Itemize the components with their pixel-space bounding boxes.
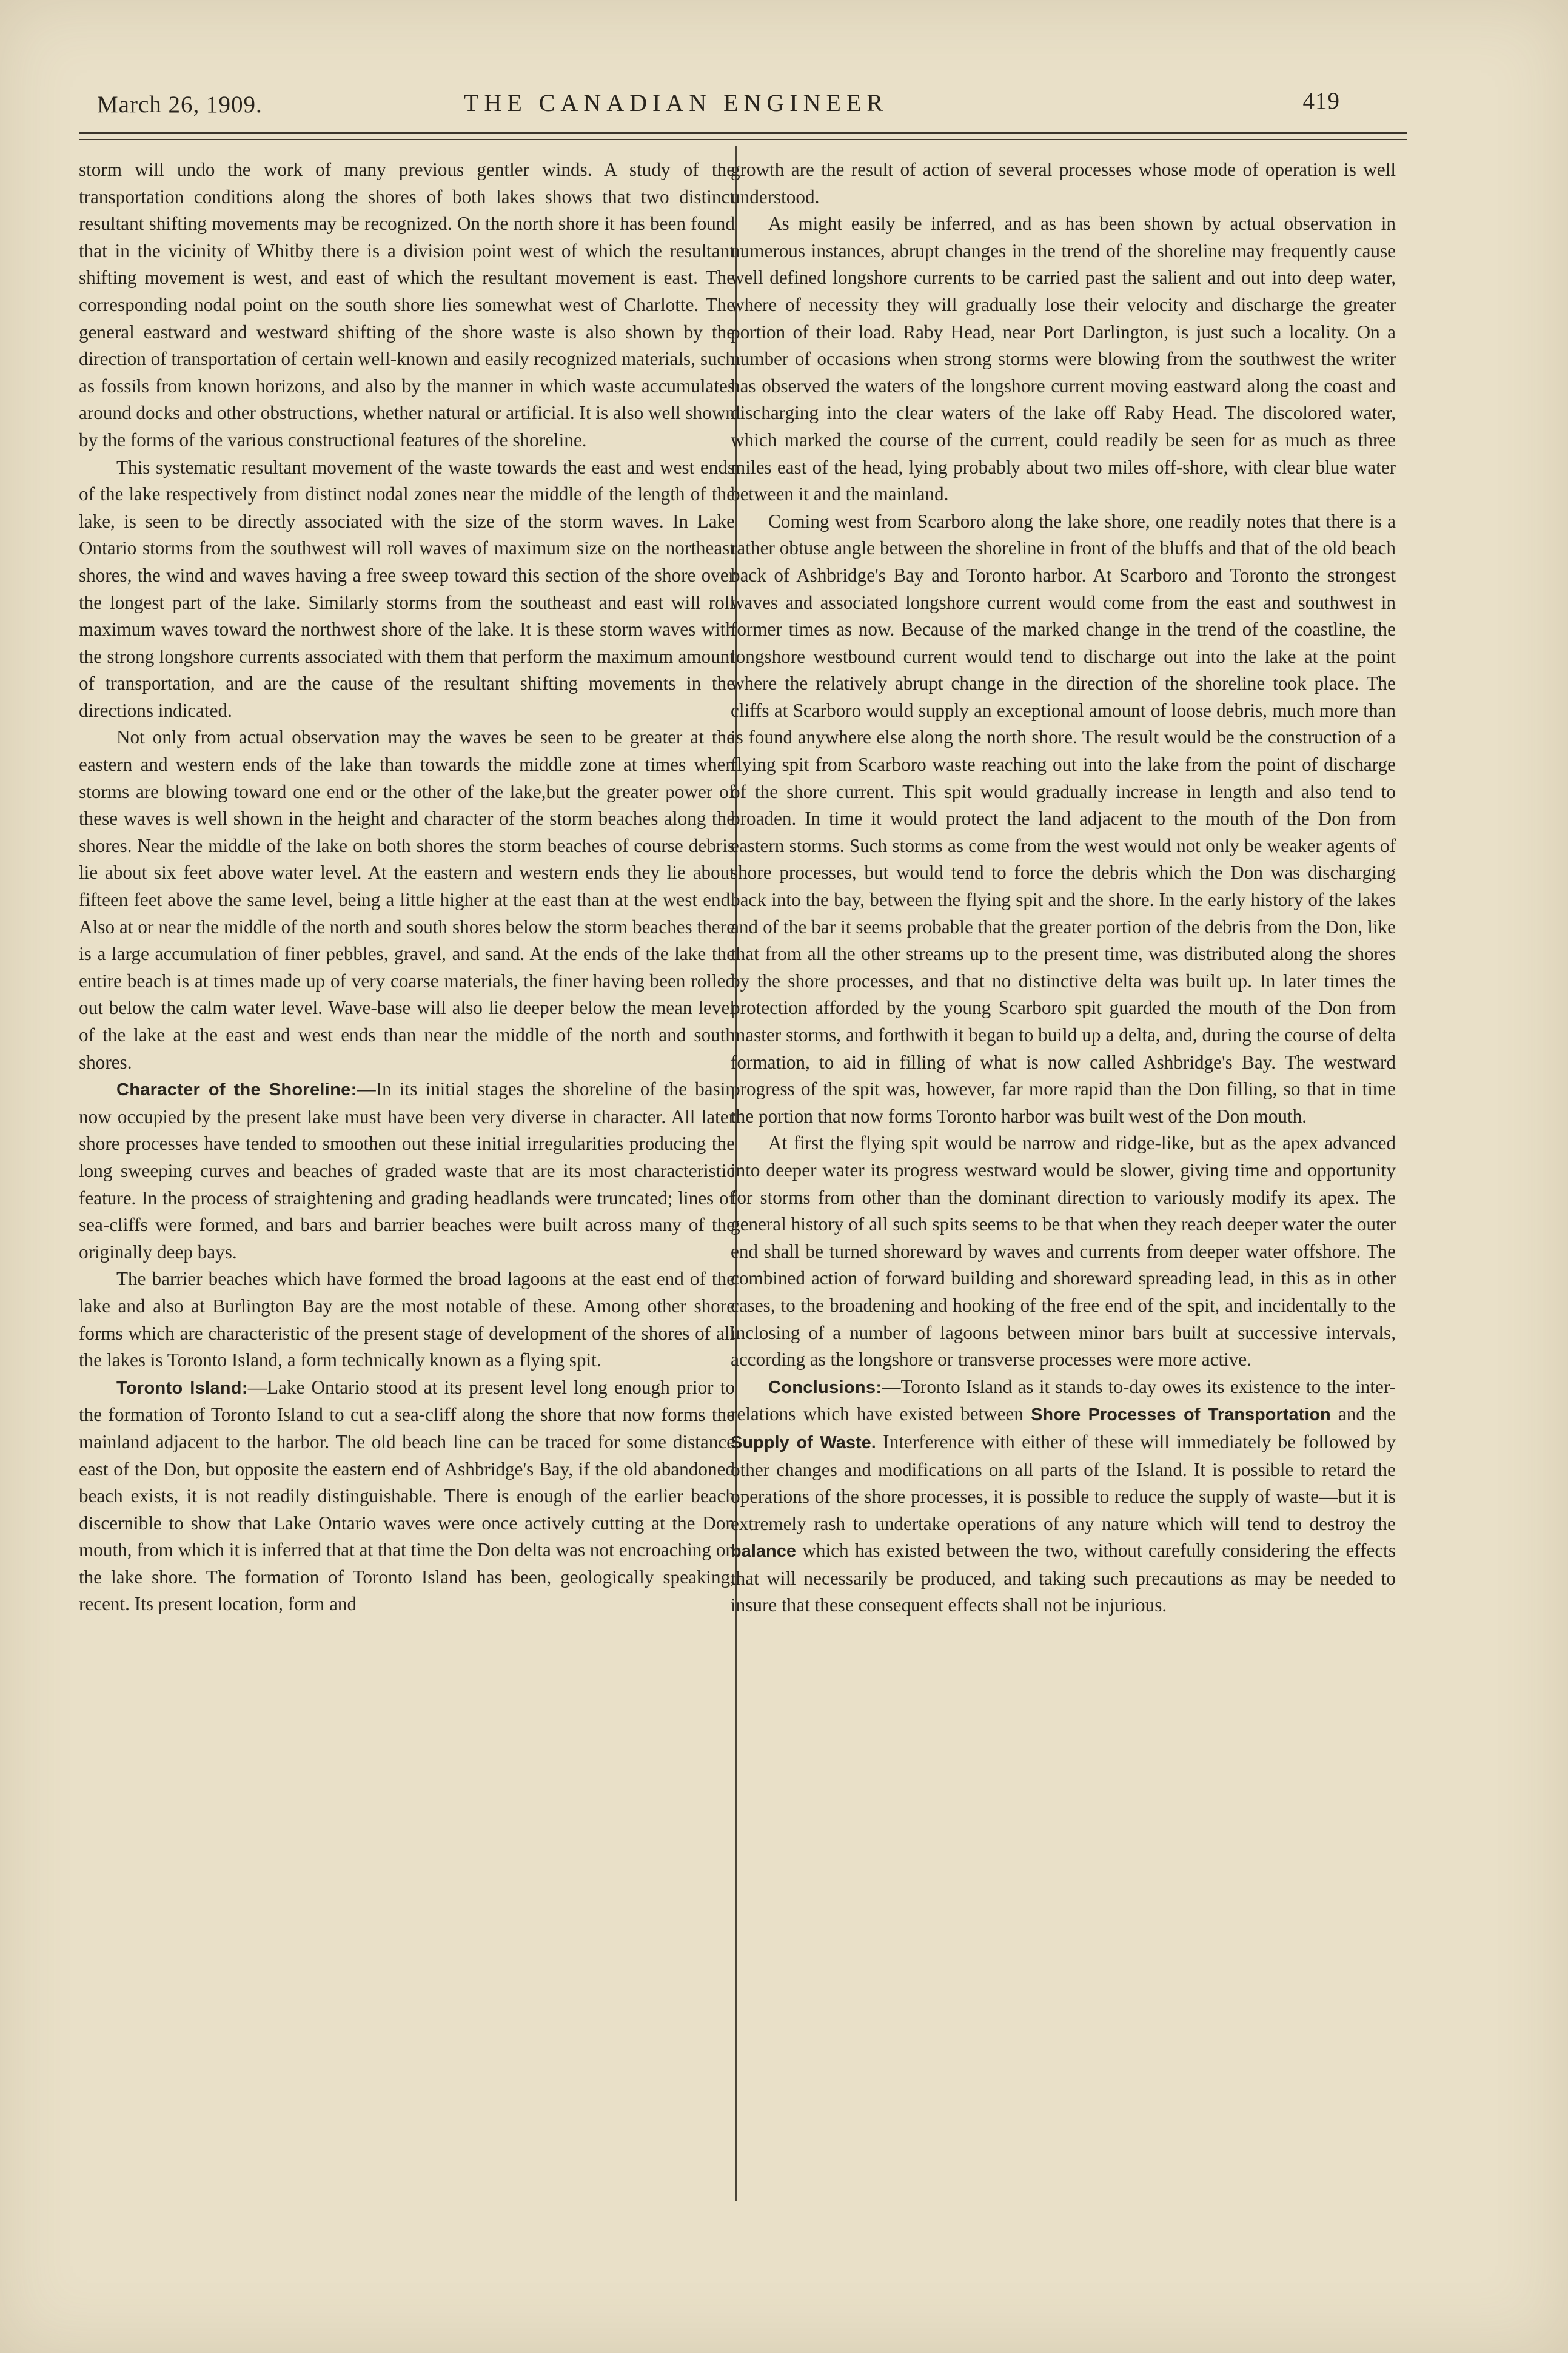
journal-title: THE CANADIAN ENGINEER [464,89,889,116]
paragraph-text: —In its initial stages the shoreline of the basin now occupied by the present lake must have been very diverse in character. All later shore processes have tended to smoothen out these initial irregularities producing the long sweeping curves and beaches of graded waste that are its most characteristic feature. In the process of straightening and grading headlands were truncated; lines of sea-cliffs were formed, and bars and barrier beaches were built across many of the originally deep bays. [79,1078,735,1263]
emphasis-text: Supply of Waste. [731,1432,876,1452]
paragraph-text: Interference with either of these will immediately be followed by other changes and modifications on all parts of the Island. It is possible to retard the operations of the shore processes, it is possible to reduce the supply of waste—but it is extremely rash to undertake operations of any nature which will tend to destroy the [731,1431,1396,1534]
paragraph: storm will undo the work of many previous gentler winds. A study of the transportation conditions along the shores of both lakes shows that two distinct resultant shifting movements may be recognized. On the north shore it has been found that in the vicinity of Whitby there is a division point west of which the resultant shifting movement is west, and east of which the resultant movement is east. The corresponding nodal point on the south shore lies somewhat west of Charlotte. The general eastward and westward shifting of the shore waste is also shown by the direction of transportation of certain well-known and easily recognized materials, such as fossils from known horizons, and also by the manner in which waste accumulates around docks and other obstructions, whether natural or artificial. It is also well shown by the forms of the various constructional features of the shoreline. [79,159,735,451]
paragraph-with-runin-head [731,1374,1396,1619]
paragraph-text: —Lake Ontario stood at its present level long enough prior to the formation of Toronto Island to cut a sea-cliff along the shore that now forms the mainland adjacent to the harbor. The old beach line can be traced for some distance east of the Don, but opposite the eastern end of Ashbridge's Bay, if the old abandoned beach exists, it is not readily distinguishable. There is enough of the earlier beach discernible to show that Lake Ontario waves were once actively cutting at the Don mouth, from which it is inferred that at that time the Don delta was not encroaching on the lake shore. The formation of Toronto Island has been, geologically speaking, recent. Its present location, form and [79,1376,735,1615]
section-heading: Character of the Shoreline: [116,1080,357,1100]
left-column [79,156,735,1618]
section-heading: Toronto Island: [116,1378,248,1398]
paragraph: As might easily be inferred, and as has been shown by actual observation in numerous instances, abrupt changes in the trend of the shoreline may frequently cause well defined longshore currents to be carried past the salient and out into deep water, where of necessity they will gradually lose their velocity and discharge the greater portion of their load. Raby Head, near Port Darlington, is just such a locality. On a number of occasions when strong storms were blowing from the southwest the writer has observed the waters of the longshore current moving eastward along the coast and discharging into the clear waters of the lake off Raby Head. The discolored water, which marked the course of the current, could readily be seen for as much as three miles east of the head, lying probably about two miles off-shore, with clear blue water between it and the mainland. [731,213,1396,505]
paragraph: At first the flying spit would be narrow and ridge-like, but as the apex advanced into deeper water its progress westward would be slower, giving time and opportunity for storms from other than the dominant direction to variously modify its apex. The general history of all such spits seems to be that when they reach deeper water the outer end shall be turned shoreward by waves and currents from deeper water offshore. The combined action of forward building and shoreward spreading lead, in this as in other cases, to the broadening and hooking of the free end of the spit, and incidentally to the inclosing of a number of lagoons between minor bars built at successive intervals, according as the longshore or transverse processes were more active. [731,1132,1396,1371]
paragraph: Not only from actual observation may the waves be seen to be greater at the eastern and western ends of the lake than towards the middle zone at times when storms are blowing toward one end or the other of the lake,but the greater power of these waves is well shown in the height and character of the storm beaches along the shores. Near the middle of the lake on both shores the storm beaches of course debris lie about six feet above water level. At the eastern and western ends they lie about fifteen feet above the same level, being a little higher at the east than at the west end. Also at or near the middle of the north and south shores below the storm beaches there is a large accumulation of finer pebbles, gravel, and sand. At the ends of the lake the entire beach is at times made up of very coarse materials, the finer having been rolled out below the calm water level. Wave-base will also lie deeper below the mean level of the lake at the east and west ends than near the middle of the north and south shores. [79,727,735,1073]
header-rule-thick [79,132,1407,134]
issue-date: March 26, 1909. [97,92,263,118]
paragraph: growth are the result of action of several processes whose mode of operation is well understood. [731,159,1396,207]
page-number: 419 [1302,88,1340,114]
section-heading: Conclusions: [768,1377,882,1397]
paragraph: The barrier beaches which have formed the broad lagoons at the east end of the lake and also at Burlington Bay are the most notable of these. Among other shore forms which are characteristic of the present stage of development of the shores of all the lakes is Toronto Island, a form technically known as a flying spit. [79,1268,735,1371]
emphasis-text: balance [731,1542,796,1562]
paragraph-with-runin-head [79,1076,735,1266]
emphasis-text: Shore Processes of Transportation [1031,1405,1331,1425]
paragraph-with-runin-head [79,1374,735,1618]
paragraph-text: —Toronto Island as it stands to-day owes its existence to the inter-relations which have existed between [731,1375,1396,1425]
paragraph: This systematic resultant movement of the waste towards the east and west ends of the lake respectively from distinct nodal zones near the middle of the length of the lake, is seen to be directly associated with the size of the storm waves. In Lake Ontario storms from the southwest will roll waves of maximum size on the northeast shores, the wind and waves having a free sweep toward this section of the shore over the longest part of the lake. Similarly storms from the southeast and east will roll maximum waves toward the northwest shore of the lake. It is these storm waves with the strong longshore currents associated with them that perform the maximum amount of transportation, and are the cause of the resultant shifting movements in the directions indicated. [79,456,735,721]
page-header [97,85,1340,121]
header-rule-thin [79,139,1407,140]
paragraph-text: and the [1330,1403,1396,1425]
right-column [731,156,1396,1619]
paragraph: Coming west from Scarboro along the lake shore, one readily notes that there is a rather obtuse angle between the shoreline in front of the bluffs and that of the old beach back of Ashbridge's Bay and Toronto harbor. At Scarboro and Toronto the strongest waves and associated longshore current would come from the east and southwest in former times as now. Because of the marked change in the trend of the coastline, the longshore westbound current would tend to discharge out into the lake at the point where the relatively abrupt change in the direction of the shoreline took place. The cliffs at Scarboro would supply an exceptional amount of loose debris, much more than is found anywhere else along the north shore. The result would be the construction of a flying spit from Scarboro waste reaching out into the lake from the point of discharge of the shore current. This spit would gradually increase in length and also tend to broaden. In time it would protect the land adjacent to the mouth of the Don from eastern storms. Such storms as come from the west would not only be weaker agents of shore processes, but would tend to force the debris which the Don was discharging back into the bay, between the flying spit and the shore. In the early history of the lakes and of the bar it seems probable that the greater portion of the debris from the Don, like that from all the other streams up to the present time, was distributed along the shores by the shore processes, and that no distinctive delta was built up. In later times the protection afforded by the young Scarboro spit guarded the mouth of the Don from master storms, and forthwith it began to build up a delta, and, during the course of delta formation, to aid in filling of what is now called Ashbridge's Bay. The westward progress of the spit was, however, far more rapid than the Don filling, so that in time the portion that now forms Toronto harbor was built west of the Don mouth. [731,510,1396,1127]
paragraph-text: which has existed between the two, without carefully considering the effects that will necessarily be produced, and taking such precautions as may be needed to insure that these consequent effects shall not be injurious. [731,1540,1396,1616]
